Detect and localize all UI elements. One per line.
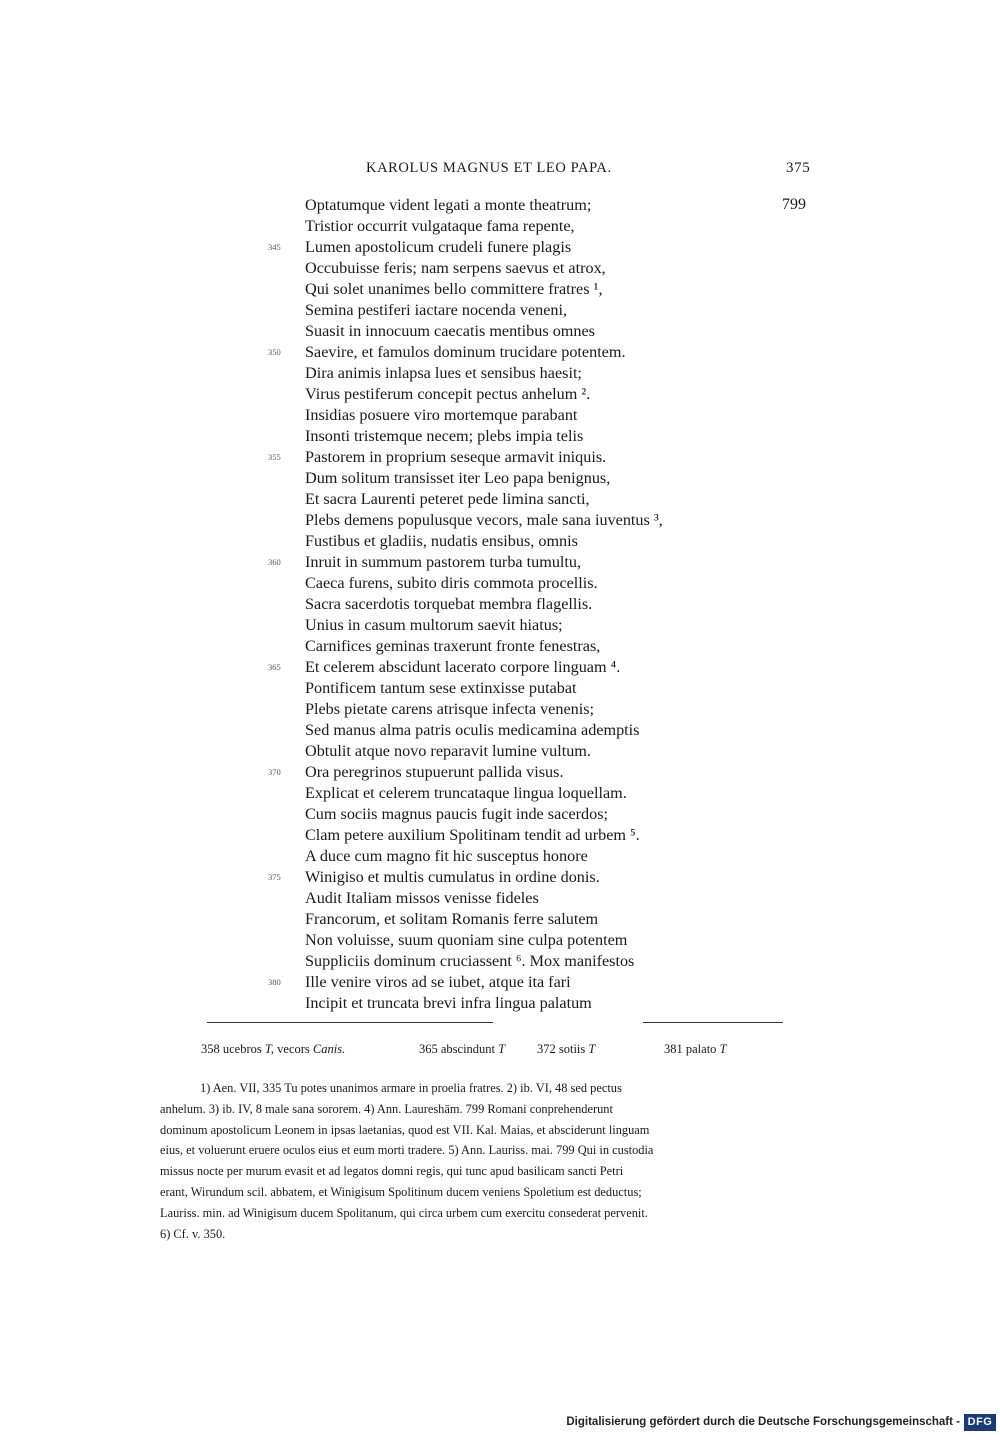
verse-text: Dira animis inlapsa lues et sensibus haesit; [305,364,582,382]
apparatus-entry: 372 sotiis T [537,1042,596,1056]
verse-text: Cum sociis magnus paucis fugit inde sacerdos; [305,805,609,823]
footnote-line: eius, et voluerunt eruere oculos eius et eum morti tradere. 5) Ann. Lauriss. mai. 799 Qui in custodia [160,1143,654,1158]
verse-line [0,720,1000,741]
verse-line [0,972,1000,993]
line-number: 350 [268,347,281,357]
verse-text: Et sacra Laurenti peteret pede limina sancti, [305,490,590,508]
dfg-logo[interactable]: DFG [964,1414,996,1431]
verse-text: Unius in casum multorum saevit hiatus; [305,616,563,634]
verse-text: Semina pestiferi iactare nocenda veneni, [305,301,568,319]
verse-text: Winigiso et multis cumulatus in ordine donis. [305,868,600,886]
verse-line [0,867,1000,888]
verse-text: Optatumque vident legati a monte theatrum; [305,196,592,214]
verse-line [0,846,1000,867]
verse-text: Insonti tristemque necem; plebs impia telis [305,427,584,445]
verse-line [0,300,1000,321]
verse-line [0,888,1000,909]
verse-line [0,216,1000,237]
verse-text: Fustibus et gladiis, nudatis ensibus, omnis [305,532,578,550]
verse-text: Dum solitum transisset iter Leo papa benignus, [305,469,611,487]
verse-line [0,237,1000,258]
verse-text: Inruit in summum pastorem turba tumultu, [305,553,582,571]
page-number: 375 [786,160,811,176]
line-number: 345 [268,242,281,252]
footnote-line: 1) Aen. VII, 335 Tu potes unanimos armare in proelia fratres. 2) ib. VI, 48 sed pectus [200,1081,622,1095]
verse-line [0,783,1000,804]
line-number: 365 [268,662,281,672]
line-number: 380 [268,977,281,987]
verse-text: Pontificem tantum sese extinxisse putabat [305,679,577,697]
verse-line [0,741,1000,762]
verse-line [0,447,1000,468]
verse-line [0,615,1000,636]
verse-line [0,657,1000,678]
verse-line [0,993,1000,1014]
verse-text: Sacra sacerdotis torquebat membra flagellis. [305,595,593,613]
verse-text: Obtulit atque novo reparavit lumine vultum. [305,742,591,760]
verse-text: Lumen apostolicum crudeli funere plagis [305,238,572,256]
verse-block [0,195,1000,1014]
verse-line [0,258,1000,279]
verse-text: Non voluisse, suum quoniam sine culpa potentem [305,931,628,949]
verse-line [0,699,1000,720]
footnote-line: erant, Wirundum scil. abbatem, et Winigisum Spolitinum ducem veniens Spoletium est deductus; [160,1184,642,1199]
verse-line [0,762,1000,783]
verse-text: Incipit et truncata brevi infra lingua palatum [305,994,592,1012]
footnote-line: Lauriss. min. ad Winigisum ducem Spolitanum, qui circa urbem cum exercitu consederat pervenit. [160,1205,648,1220]
footnotes [160,1078,828,1244]
verse-line [0,594,1000,615]
apparatus-entry: 381 palato T [664,1042,727,1056]
line-number: 370 [268,767,281,777]
running-title: KAROLUS MAGNUS ET LEO PAPA. [366,160,612,176]
verse-text: Plebs pietate carens atrisque infecta venenis; [305,700,595,718]
verse-text: Insidias posuere viro mortemque parabant [305,406,578,424]
verse-text: Francorum, et solitam Romanis ferre salutem [305,910,599,928]
verse-line [0,342,1000,363]
credit-text: Digitalisierung gefördert durch die Deutsche Forschungsgemeinschaft - [566,1416,960,1428]
verse-text: Explicat et celerem truncataque lingua loquellam. [305,784,627,802]
verse-text: Ille venire viros ad se iubet, atque ita fari [305,973,571,991]
footnote-line: missus nocte per murum evasit et ad legatos domni regis, qui tunc apud basilicam sancti Petri [160,1164,624,1179]
verse-text: Pastorem in proprium seseque armavit iniquis. [305,448,607,466]
digitization-credit [0,1412,1000,1434]
line-number: 375 [268,872,281,882]
verse-text: Tristior occurrit vulgataque fama repente, [305,217,575,235]
verse-line [0,930,1000,951]
line-number: 355 [268,452,281,462]
running-head [0,160,1000,180]
apparatus-rule-left [207,1022,493,1023]
verse-line [0,573,1000,594]
verse-line [0,489,1000,510]
verse-line [0,426,1000,447]
verse-line [0,636,1000,657]
verse-text: Plebs demens populusque vecors, male sana iuventus ³, [305,511,663,529]
verse-line [0,951,1000,972]
verse-line [0,678,1000,699]
verse-line [0,279,1000,300]
footnote-line: 6) Cf. v. 350. [160,1226,226,1241]
verse-text: Saevire, et famulos dominum trucidare potentem. [305,343,626,361]
verse-text: Et celerem abscidunt lacerato corpore linguam ⁴. [305,658,621,676]
verse-text: Caeca furens, subito diris commota procellis. [305,574,598,592]
verse-text: Occubuisse feris; nam serpens saevus et atrox, [305,259,606,277]
verse-text: Qui solet unanimes bello committere fratres ¹, [305,280,603,298]
verse-line [0,909,1000,930]
verse-line [0,510,1000,531]
verse-text: A duce cum magno fit hic susceptus honore [305,847,588,865]
critical-apparatus [201,1042,821,1062]
verse-text: Carnifices geminas traxerunt fronte fenestras, [305,637,601,655]
verse-text: Clam petere auxilium Spolitinam tendit ad urbem ⁵. [305,826,640,844]
verse-line [0,552,1000,573]
verse-line [0,468,1000,489]
verse-line [0,363,1000,384]
apparatus-entry: 365 abscindunt T [419,1042,506,1056]
verse-text: Suppliciis dominum cruciassent ⁶. Mox manifestos [305,952,635,970]
verse-line [0,405,1000,426]
footnote-line: anhelum. 3) ib. IV, 8 male sana sororem. 4) Ann. Laureshām. 799 Romani conprehenderunt [160,1101,613,1116]
verse-text: Virus pestiferum concepit pectus anhelum ². [305,385,591,403]
apparatus-entry: 358 ucebros T, vecors Canis. [201,1042,346,1056]
verse-line [0,825,1000,846]
verse-text: Sed manus alma patris oculis medicamina ademptis [305,721,640,739]
verse-text: Suasit in innocuum caecatis mentibus omnes [305,322,595,340]
verse-line [0,321,1000,342]
verse-line [0,531,1000,552]
line-number: 360 [268,557,281,567]
apparatus-rule-right [643,1022,783,1023]
verse-text: Audit Italiam missos venisse fideles [305,889,539,907]
verse-line [0,384,1000,405]
verse-line [0,804,1000,825]
verse-text: Ora peregrinos stupuerunt pallida visus. [305,763,564,781]
year-marker: 799 [782,196,806,213]
verse-line [0,195,1000,216]
footnote-line: dominum apostolicum Leonem in ipsas laetanias, quod est VII. Kal. Maias, et absciderunt linguam [160,1122,650,1137]
